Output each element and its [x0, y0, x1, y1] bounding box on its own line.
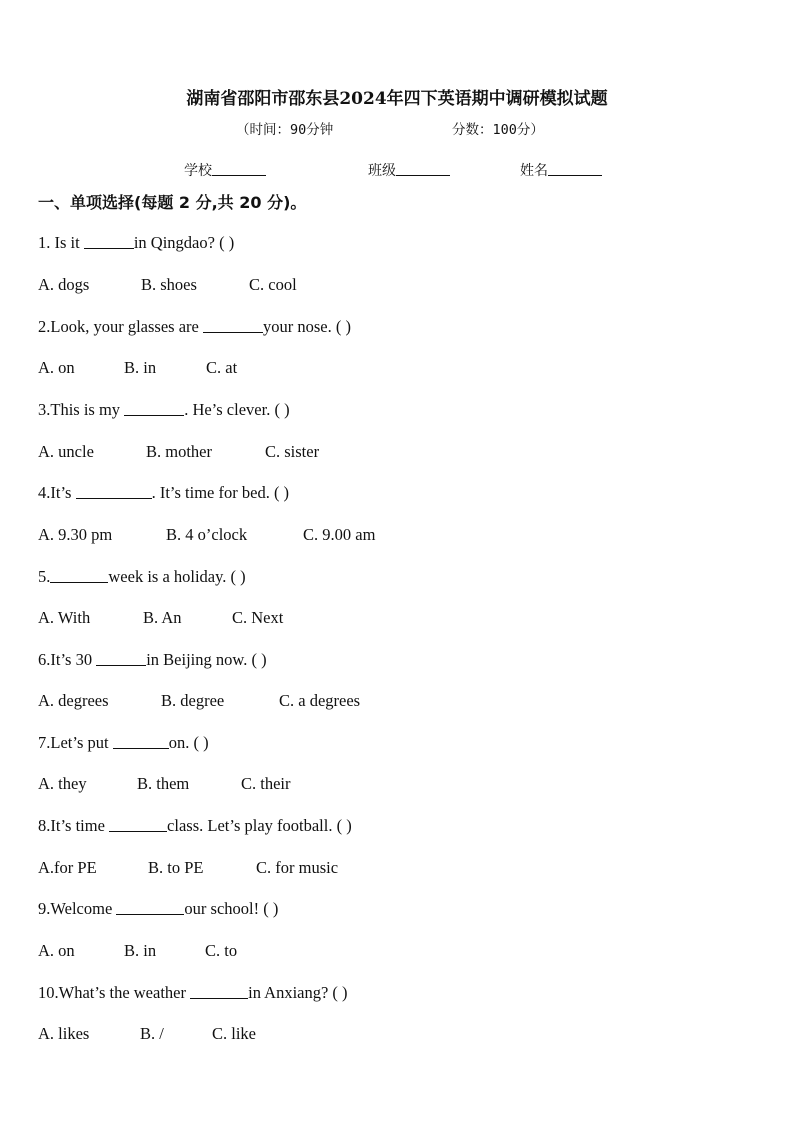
option-c[interactable]: C. their	[241, 774, 291, 793]
question-6	[38, 650, 267, 670]
question-7	[38, 733, 209, 753]
question-text-end: your nose. ( )	[262, 317, 351, 336]
answer-blank[interactable]	[124, 401, 184, 416]
option-c[interactable]: C. to	[205, 941, 238, 960]
question-text-end: in Beijing now. ( )	[146, 650, 267, 669]
option-b[interactable]: B. mother	[146, 442, 212, 461]
option-b[interactable]: B. degree	[161, 691, 225, 710]
options-4	[38, 525, 375, 545]
question-text: 1. Is it	[38, 233, 84, 252]
option-c[interactable]: C. Next	[232, 608, 284, 627]
options-9	[38, 941, 237, 961]
options-8	[38, 858, 338, 878]
option-a[interactable]: A. they	[38, 774, 87, 793]
question-5	[38, 567, 246, 587]
options-10	[38, 1024, 256, 1044]
school-label: 学校	[184, 163, 212, 179]
option-a[interactable]: A. uncle	[38, 442, 94, 461]
question-text-end: on. ( )	[168, 733, 209, 752]
name-label: 姓名	[520, 163, 548, 179]
option-a[interactable]: A. on	[38, 358, 75, 377]
section-heading: 一、单项选择(每题 2 分,共 20 分)。	[38, 193, 307, 212]
question-9	[38, 899, 278, 919]
question-text: 3.This is my	[38, 400, 125, 419]
option-b[interactable]: B. 4 o’clock	[166, 525, 248, 544]
option-c[interactable]: C. like	[212, 1024, 256, 1043]
question-2	[38, 317, 351, 337]
option-c[interactable]: C. at	[206, 358, 238, 377]
question-text-end: in Anxiang? ( )	[248, 983, 348, 1002]
name-field	[520, 160, 602, 180]
answer-blank[interactable]	[50, 568, 108, 583]
answer-blank[interactable]	[113, 734, 169, 749]
name-blank[interactable]	[548, 161, 602, 176]
option-b[interactable]: B. /	[140, 1024, 164, 1043]
option-c[interactable]: C. 9.00 am	[303, 525, 376, 544]
class-blank[interactable]	[396, 161, 450, 176]
exam-time: （时间：90分钟	[236, 122, 334, 138]
answer-blank[interactable]	[190, 984, 248, 999]
question-text: 4.It’s	[38, 483, 76, 502]
exam-meta	[236, 118, 544, 138]
option-a[interactable]: A. dogs	[38, 275, 90, 294]
school-blank[interactable]	[212, 161, 266, 176]
option-c[interactable]: C. sister	[265, 442, 320, 461]
option-c[interactable]: C. cool	[249, 275, 297, 294]
options-1	[38, 275, 297, 295]
answer-blank[interactable]	[109, 817, 167, 832]
answer-blank[interactable]	[116, 900, 184, 915]
option-a[interactable]: A. degrees	[38, 691, 109, 710]
option-b[interactable]: B. An	[143, 608, 182, 627]
option-b[interactable]: B. in	[124, 941, 157, 960]
question-8	[38, 816, 352, 836]
question-text-end: . It’s time for bed. ( )	[151, 483, 290, 502]
option-a[interactable]: A.for PE	[38, 858, 97, 877]
question-3	[38, 400, 290, 420]
options-2	[38, 358, 237, 378]
option-c[interactable]: C. for music	[256, 858, 339, 877]
class-field	[368, 160, 450, 180]
options-6	[38, 691, 360, 711]
question-text: 7.Let’s put	[38, 733, 113, 752]
answer-blank[interactable]	[96, 651, 146, 666]
question-text-end: class. Let’s play football. ( )	[167, 816, 352, 835]
class-label: 班级	[368, 163, 396, 179]
options-3	[38, 442, 319, 462]
question-text: 10.What’s the weather	[38, 983, 191, 1002]
question-text-end: week is a holiday. ( )	[108, 567, 246, 586]
question-4	[38, 483, 289, 503]
exam-score: 分数：100分）	[452, 122, 544, 138]
question-text: 6.It’s 30	[38, 650, 97, 669]
question-text-end: . He’s clever. ( )	[184, 400, 290, 419]
answer-blank[interactable]	[203, 318, 263, 333]
option-b[interactable]: B. to PE	[148, 858, 204, 877]
option-a[interactable]: A. With	[38, 608, 91, 627]
school-field	[184, 160, 266, 180]
option-a[interactable]: A. 9.30 pm	[38, 525, 113, 544]
question-text: 5.	[38, 567, 51, 586]
option-c[interactable]: C. a degrees	[279, 691, 361, 710]
option-a[interactable]: A. likes	[38, 1024, 90, 1043]
options-5	[38, 608, 283, 628]
option-b[interactable]: B. shoes	[141, 275, 197, 294]
option-b[interactable]: B. them	[137, 774, 190, 793]
answer-blank[interactable]	[76, 484, 152, 499]
question-text-end: our school! ( )	[184, 899, 279, 918]
options-7	[38, 774, 291, 794]
question-10	[38, 983, 348, 1003]
question-text: 2.Look, your glasses are	[38, 317, 203, 336]
question-1	[38, 233, 234, 253]
answer-blank[interactable]	[84, 234, 134, 249]
question-text-end: in Qingdao? ( )	[133, 233, 235, 252]
question-text: 8.It’s time	[38, 816, 110, 835]
question-text: 9.Welcome	[38, 899, 117, 918]
option-a[interactable]: A. on	[38, 941, 75, 960]
option-b[interactable]: B. in	[124, 358, 157, 377]
page-title: 湖南省邵阳市邵东县2024年四下英语期中调研模拟试题	[186, 89, 608, 109]
